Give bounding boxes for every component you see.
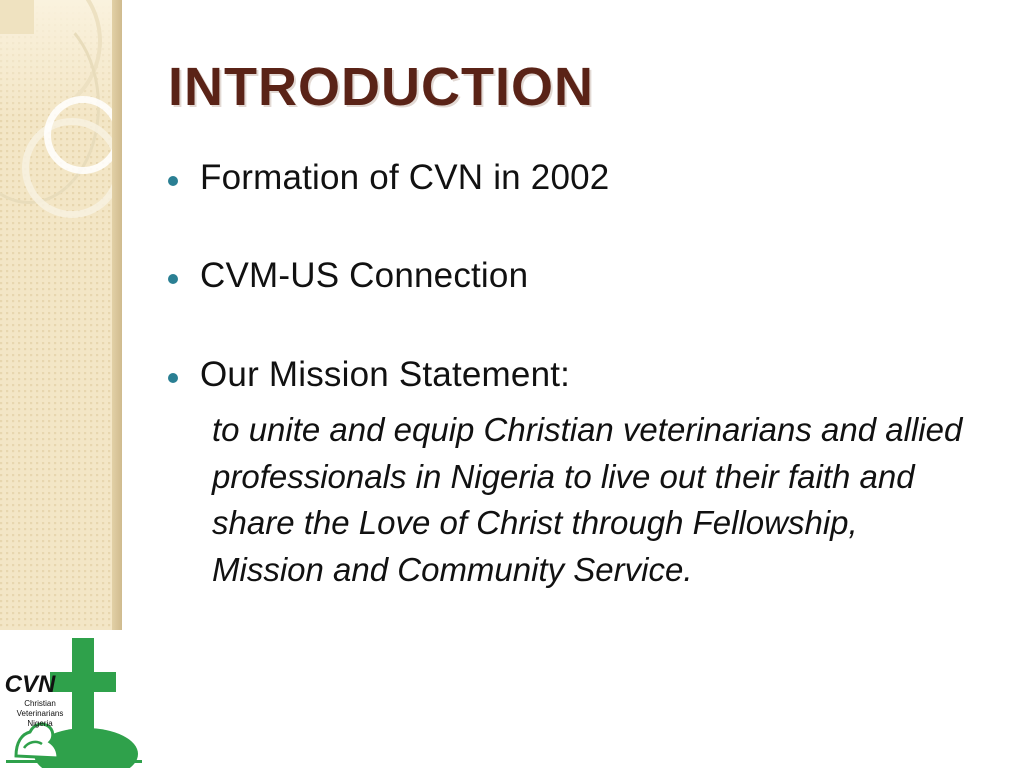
- cvn-logo-line1: Christian: [24, 699, 56, 708]
- list-item: [168, 158, 978, 198]
- list-item-label: Our Mission Statement:: [200, 354, 571, 394]
- decorative-ring-small: [44, 96, 122, 174]
- list-item: [168, 355, 978, 395]
- page-title: INTRODUCTION: [168, 57, 594, 117]
- bullet-dot-icon: [168, 274, 178, 284]
- bullet-dot-icon: [168, 176, 178, 186]
- cvn-logo-acronym: CVN: [4, 671, 56, 698]
- list-item: [168, 256, 978, 296]
- list-item-label: Formation of CVN in 2002: [200, 158, 610, 197]
- bullet-list: [168, 158, 978, 594]
- bullet-dot-icon: [168, 373, 178, 383]
- cvn-logo-graphic: [0, 630, 148, 768]
- cvn-logo-line2: Veterinarians: [16, 709, 64, 718]
- cvn-logo: [0, 630, 148, 768]
- cvn-logo-line3: Nigeria: [27, 719, 53, 728]
- mission-statement-text: to unite and equip Christian veterinarians and allied professionals in Nigeria to live out their faith and share the Love of Christ through Fellowship, Mission and Community Service.: [212, 410, 963, 589]
- list-item-label: CVM-US Connection: [200, 256, 529, 296]
